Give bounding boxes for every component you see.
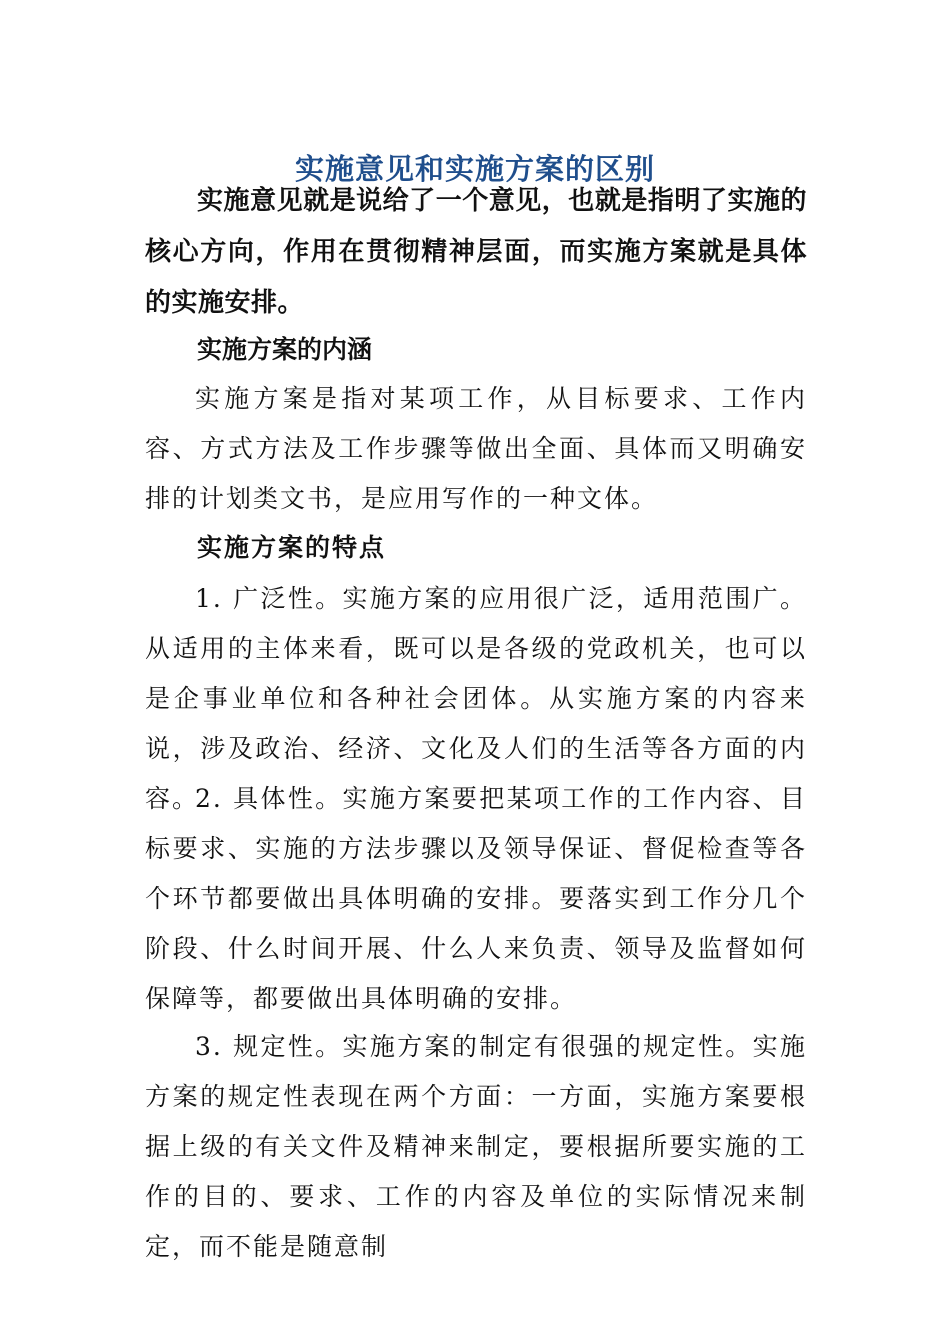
document-title: 实施意见和实施方案的区别 <box>294 152 655 187</box>
intro-paragraph: 实施意见就是说给了一个意见，也就是指明了实施的核心方向，作用在贯彻精神层面，而实施方案就是具体的实施安排。 <box>145 186 807 318</box>
feature-paragraph-2: 2. 具体性。实施方案要把某项工作的工作内容、目标要求、实施的方法步骤以及领导保证、督促检查等各个环节都要做出具体明确的安排。要落实到工作分几个阶段、什么时间开展、什么人来负责、领导及监督如何保障等，都要做出具体明确的安排。 <box>145 784 807 1013</box>
definition-paragraph: 实施方案是指对某项工作，从目标要求、工作内容、方式方法及工作步骤等做出全面、具体而又明确安排的计划类文书，是应用写作的一种文体。 <box>145 384 807 513</box>
feature-paragraph-1: 1. 广泛性。实施方案的应用很广泛，适用范围广。从适用的主体来看，既可以是各级的党政机关，也可以是企事业单位和各种社会团体。从实施方案的内容来说，涉及政治、经济、文化及人们的生活等各方面的内容。 <box>145 584 807 813</box>
feature-paragraph-3: 3. 规定性。实施方案的制定有很强的规定性。实施方案的规定性表现在两个方面：一方面，实施方案要根据上级的有关文件及精神来制定，要根据所要实施的工作的目的、要求、工作的内容及单位的实际情况来制定，而不能是随意制 <box>145 1032 807 1261</box>
section-heading-connotation: 实施方案的内涵 <box>197 335 373 364</box>
features-heading: 实施方案的特点 <box>197 533 387 562</box>
